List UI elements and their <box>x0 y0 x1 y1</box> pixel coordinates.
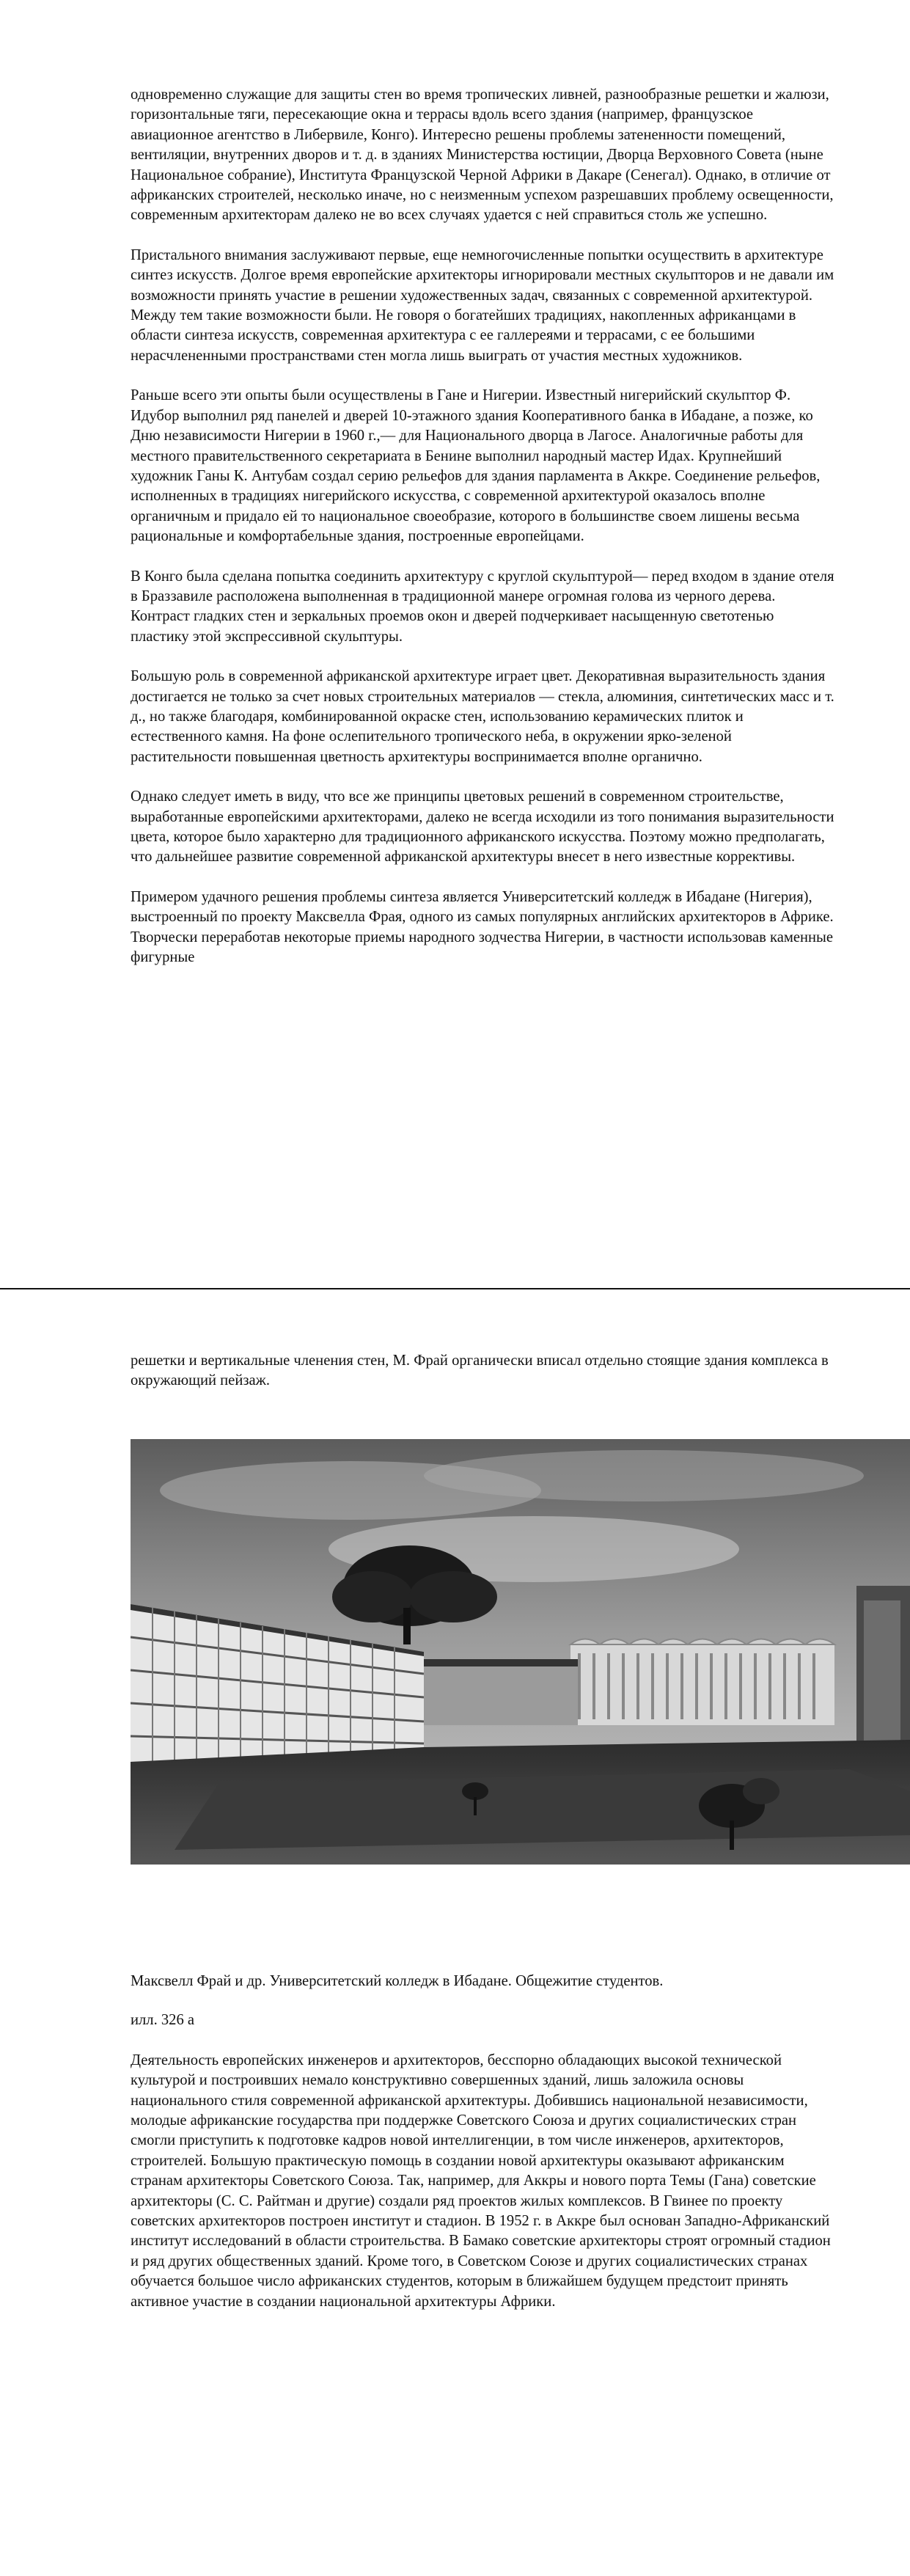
paragraph: Пристального внимания заслуживают первые, еще немногочисленные попытки осуществить в архитектуре синтез искусств. Долгое время европейские архитекторы игнорировали местных скульпторов и не давали им возможности принять участие в решении художественных задач, связанных с современной архитектурой. Между тем такие возможности были. Не говоря о богатейших традициях, накопленных африканцами в области синтеза искусств, современная архитектура с ее галлереями и террасами, с ее большими нерасчлененными пространствами стен могла лишь выиграть от участия местных художников. <box>131 246 834 364</box>
paragraph: решетки и вертикальные членения стен, М. Фрай органически вписал отдельно стоящие здания комплекса в окружающий пейзаж. <box>131 1353 829 1389</box>
paragraph: Однако следует иметь в виду, что все же принципы цветовых решений в современном строительстве, выработанные европейскими архитекторами, далеко не всегда исходили из того понимания выразительности цвета, которое было характерно для традиционного африканского искусства. Поэтому можно предполагать, что дальнейшее развитие современной африканской архитектуры внесет в него известные коррективы. <box>131 788 834 866</box>
paragraph: В Конго была сделана попытка соединить архитектуру с круглой скульптурой— перед входом в здание отеля в Браззавиле расположена выполненная в традиционной манере огромная голова из черного дерева. Контраст гладких стен и зеркальных проемов окон и дверей подчеркивает насыщенную светотенью пластику этой экспрессивной скульптуры. <box>131 568 834 645</box>
page2-text <box>131 1972 834 2332</box>
illustration-label: илл. 326 а <box>131 2012 195 2029</box>
photo-university-college-dormitory <box>131 1439 910 1865</box>
paragraph: Примером удачного решения проблемы синтеза является Университетский колледж в Ибадане (Нигерия), выстроенный по проекту Максвелла Фрая, одного из самых популярных английских архитекторов в Африке. Творчески переработав некоторые приемы народного зодчества Нигерии, в частности использовав каменные фигурные <box>131 888 834 966</box>
figure-caption: Максвелл Фрай и др. Университетский колледж в Ибадане. Общежитие студентов. <box>131 1973 664 1989</box>
page1-text <box>131 85 834 987</box>
page2-intro <box>131 1351 834 1411</box>
paragraph: Деятельность европейских инженеров и архитекторов, бесспорно обладающих высокой технической культурой и построивших немало конструктивно совершенных зданий, лишь заложила основы национального стиля современной африканской архитектуры. Добившись национальной независимости, молодые африканские государства при поддержке Советского Союза и других социалистических стран смогли приступить к подготовке кадров новой интеллигенции, в том числе инженеров, архитекторов, строителей. Большую практическую помощь в создании новой архитектуры оказывают африканским странам архитекторы Советского Союза. Так, например, для Аккры и нового порта Темы (Гана) советские архитекторы (С. С. Райтман и другие) создали ряд проектов жилых комплексов. В Гвинее по проекту советских архитекторов построен институт и стадион. В 1952 г. в Аккре был основан Западно-Африканский институт исследований в области строительства. В Бамако советские архитекторы строят огромный стадион и ряд других общественных зданий. Кроме того, в Советском Союзе и других социалистических странах обучается большое число африканских студентов, которым в ближайшем будущем предстоит принять активное участие в создании национальной архитектуры Африки. <box>131 2052 831 2310</box>
paragraph: одновременно служащие для защиты стен во время тропических ливней, разнообразные решетки и жалюзи, горизонтальные тяги, пересекающие окна и террасы вдоль всего здания (например, французское авиационное агентство в Либервиле, Конго). Интересно решены проблемы затененности помещений, вентиляции, внутренних дворов и т. д. в зданиях Министерства юстиции, Дворца Верховного Совета (ныне Национальное собрание), Института Французской Черной Африки в Дакаре (Сенегал). Однако, в отличие от африканских строителей, несколько иначе, но с неизменным успехом разрешавших проблему освещенности, современным архитекторам далеко не во всех случаях удается с ней справиться столь же успешно. <box>131 87 834 224</box>
document-page-2 <box>0 1289 910 2576</box>
paragraph: Раньше всего эти опыты были осуществлены в Гане и Нигерии. Известный нигерийский скульптор Ф. Идубор выполнил ряд панелей и дверей 10-этажного здания Кооперативного банка в Ибадане, а позже, ко Дню независимости Нигерии в 1960 г.,— для Национального дворца в Лагосе. Аналогичные работы для местного правительственного секретариата в Бенине выполнил народный мастер Идах. Крупнейший художник Ганы К. Антубам создал серию рельефов для здания парламента в Аккре. Соединение рельефов, исполненных в традициях нигерийского искусства, с современной архитектурой оказалось вполне органичным и придало ей то национальное своеобразие, которого в большинстве своем лишены весьма рациональные и комфортабельные здания, построенные европейцами. <box>131 387 821 545</box>
paragraph: Большую роль в современной африканской архитектуре играет цвет. Декоративная выразительность здания достигается не только за счет новых строительных материалов — стекла, алюминия, синтетических масс и т. д., но также благодаря, комбинированной окраске стен, использованию керамических плиток и естественного камня. На фоне ослепительного тропического неба, в окружении ярко-зеленой растительности повышенная цветность архитектуры воспринимается вполне органично. <box>131 668 834 765</box>
